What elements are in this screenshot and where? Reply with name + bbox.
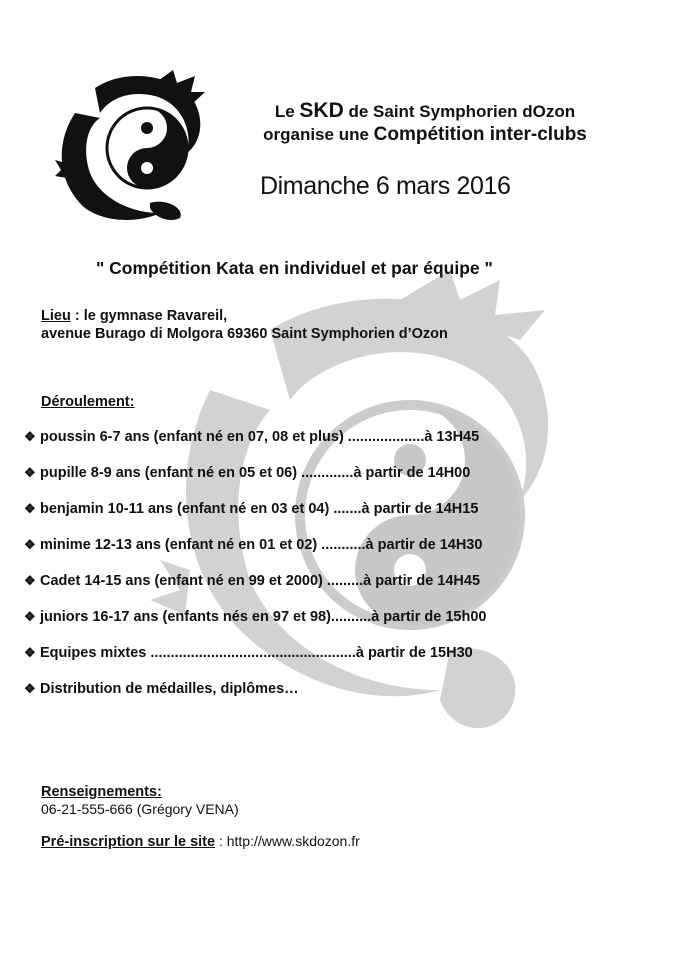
schedule-item	[24, 537, 482, 553]
diamond-bullet-icon: ❖	[24, 537, 36, 552]
schedule-item	[24, 465, 470, 481]
header-line-2	[205, 124, 645, 146]
preinscription-label: Pré-inscription sur le site	[41, 834, 216, 850]
schedule-item-text: Equipes mixtes ...................................................à partir de 15H30	[40, 645, 473, 661]
diamond-bullet-icon: ❖	[24, 501, 36, 516]
schedule-item	[24, 429, 479, 445]
schedule-item	[24, 609, 486, 625]
schedule-item	[24, 645, 473, 661]
venue-name: : le gymnase Ravareil,	[70, 308, 228, 324]
preinscription-url[interactable]: : http://www.skdozon.fr	[215, 833, 360, 849]
contact-phone: 06-21-555-666 (Grégory VENA)	[41, 801, 239, 817]
diamond-bullet-icon: ❖	[24, 645, 36, 660]
schedule-item-text: pupille 8-9 ans (enfant né en 05 et 06) .............à partir de 14H00	[40, 465, 471, 481]
event-subtitle: " Compétition Kata en individuel et par équipe "	[96, 258, 493, 278]
competition-name: Compétition inter-clubs	[373, 124, 587, 145]
schedule-item-text: Cadet 14-15 ans (enfant né en 99 et 2000) .........à partir de 14H45	[40, 573, 481, 589]
header-line-1	[205, 99, 645, 123]
diamond-bullet-icon: ❖	[24, 609, 36, 624]
venue-address: avenue Burago di Molgora 69360 Saint Symphorien d’Ozon	[41, 326, 448, 342]
schedule-item-text: Distribution de médailles, diplômes…	[40, 681, 299, 697]
schedule-item	[24, 681, 299, 697]
club-acronym: SKD	[299, 99, 344, 122]
schedule-item	[24, 501, 478, 517]
diamond-bullet-icon: ❖	[24, 465, 36, 480]
schedule-item-text: poussin 6-7 ans (enfant né en 07, 08 et plus) ...................à 13H45	[40, 429, 480, 445]
diamond-bullet-icon: ❖	[24, 681, 36, 696]
header-organise: organise une	[263, 125, 374, 144]
venue-label: Lieu	[41, 308, 71, 324]
info-title: Renseignements:	[41, 784, 162, 800]
preinscription-line	[41, 833, 360, 850]
schedule-title: Déroulement:	[41, 394, 135, 410]
diamond-bullet-icon: ❖	[24, 429, 36, 444]
schedule-item	[24, 573, 480, 589]
event-date: Dimanche 6 mars 2016	[260, 172, 511, 200]
club-location: de Saint Symphorien dOzon	[343, 102, 576, 121]
diamond-bullet-icon: ❖	[24, 573, 36, 588]
dragon-yin-yang-logo	[55, 68, 205, 223]
schedule-item-text: minime 12-13 ans (enfant né en 01 et 02) ...........à partir de 14H30	[40, 537, 483, 553]
schedule-item-text: juniors 16-17 ans (enfants nés en 97 et 98)..........à partir de 15h00	[40, 609, 487, 625]
schedule-item-text: benjamin 10-11 ans (enfant né en 03 et 04) .......à partir de 14H15	[40, 501, 479, 517]
venue-line-1	[41, 308, 227, 324]
header-prefix: Le	[274, 102, 300, 121]
